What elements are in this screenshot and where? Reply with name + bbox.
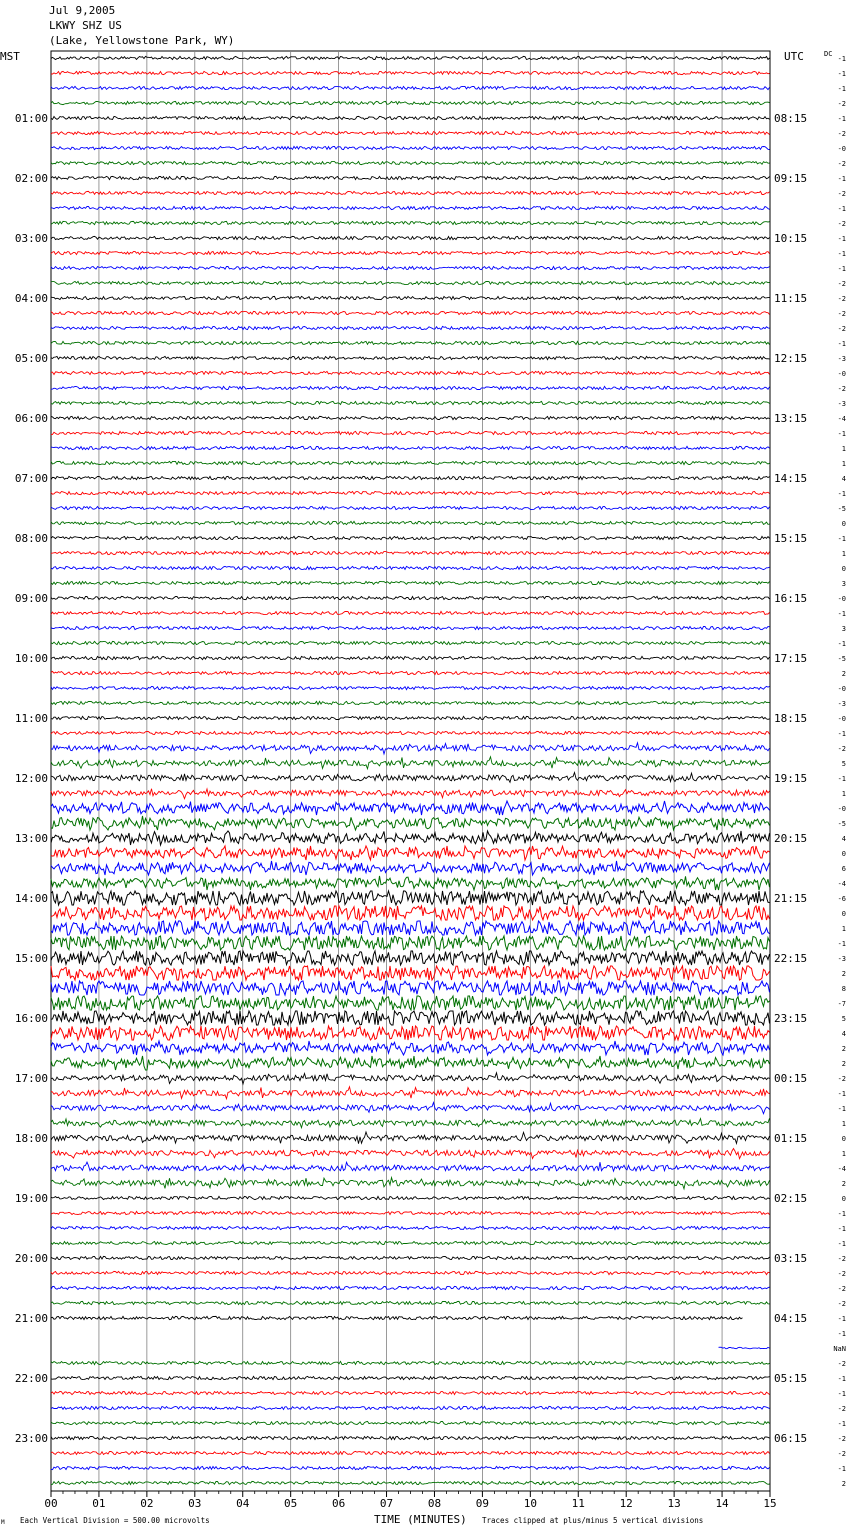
trace-line [51,936,770,950]
hour-label-right: 13:15 [774,412,808,425]
trace-line [51,1466,770,1469]
dc-offset-label: -1 [837,1240,846,1248]
dc-offset-label: -4 [837,1165,846,1173]
x-tick-label: 01 [92,1497,106,1510]
axis-label-group [15,55,846,1510]
dc-offset-label: -1 [837,250,846,258]
hour-label-left: 02:00 [14,172,48,185]
dc-offset-label: 4 [841,475,846,483]
trace-line [51,476,770,479]
dc-offset-label: -1 [837,610,846,618]
x-tick-label: 08 [427,1497,442,1510]
hour-label-left: 21:00 [14,1312,48,1325]
dc-offset-label: -2 [837,130,846,138]
dc-offset-label: -0 [837,805,846,813]
trace-line [51,611,770,614]
corner-mark: M [1,1519,5,1526]
dc-offset-label: -2 [837,295,846,303]
dc-offset-label: -2 [837,745,846,753]
x-tick-label: 00 [44,1497,58,1510]
hour-label-right: 23:15 [774,1012,808,1025]
dc-offset-label: 0 [841,850,846,858]
trace-line [51,1103,770,1114]
x-tick-label: 12 [619,1497,633,1510]
x-tick-label: 09 [475,1497,490,1510]
trace-line [51,731,770,734]
dc-offset-label: -2 [837,1075,846,1083]
trace-line [51,1436,770,1439]
hour-label-right: 18:15 [774,712,808,725]
dc-offset-label: -1 [837,1390,846,1398]
trace-line [51,789,770,799]
dc-column-label: DC [824,50,833,58]
dc-offset-label: -3 [837,355,846,363]
x-axis-title: TIME (MINUTES) [374,1513,467,1526]
hour-label-right: 20:15 [774,832,808,845]
dc-offset-label: -0 [837,685,846,693]
dc-offset-label: -2 [837,310,846,318]
trace-line [51,801,770,815]
trace-line [51,56,770,59]
dc-offset-label: -3 [837,700,846,708]
dc-offset-label: -5 [837,655,846,663]
dc-offset-label: -1 [837,940,846,948]
trace-line [51,176,770,179]
dc-offset-label: 1 [841,925,846,933]
trace-line [51,236,770,239]
trace-line [51,71,770,74]
trace-line [51,1011,770,1025]
hour-label-left: 20:00 [14,1252,48,1265]
trace-line [51,966,770,980]
dc-offset-label: -1 [837,205,846,213]
dc-offset-label: -1 [837,1420,846,1428]
hour-label-right: 15:15 [774,532,808,545]
x-tick-label: 13 [667,1497,681,1510]
hour-label-left: 16:00 [14,1012,48,1025]
trace-line [51,251,770,254]
hour-label-right: 06:15 [774,1432,808,1445]
x-tick-label: 06 [331,1497,346,1510]
hour-label-right: 00:15 [774,1072,808,1085]
trace-line [51,1226,770,1229]
x-tick-label: 02 [140,1497,154,1510]
dc-offset-label: -1 [837,265,846,273]
dc-offset-label: 5 [841,1015,846,1023]
dc-offset-label: -5 [837,820,846,828]
dc-offset-label: 0 [841,1195,846,1203]
trace-line [51,626,770,629]
trace-line [51,951,770,965]
trace-line [51,566,770,569]
dc-offset-label: -2 [837,325,846,333]
hour-label-right: 11:15 [774,292,808,305]
trace-line [51,1406,770,1409]
hour-label-left: 06:00 [14,412,48,425]
trace-line [51,221,770,224]
hour-label-right: 02:15 [774,1192,808,1205]
hour-label-right: 17:15 [774,652,808,665]
hour-label-left: 19:00 [14,1192,48,1205]
trace-group [51,56,770,1484]
dc-offset-label: -2 [837,100,846,108]
dc-offset-label: 2 [841,1060,846,1068]
dc-offset-label: -5 [837,505,846,513]
dc-offset-label: 0 [841,910,846,918]
dc-offset-label: -3 [837,400,846,408]
hour-label-left: 01:00 [14,112,48,125]
trace-line [51,206,770,209]
trace-line [51,506,770,509]
hour-label-right: 22:15 [774,952,808,965]
hour-label-left: 07:00 [14,472,48,485]
trace-line [51,1481,770,1484]
trace-line [51,356,770,359]
trace-line [51,921,770,935]
dc-offset-label: 4 [841,835,846,843]
dc-offset-label: 2 [841,970,846,978]
dc-offset-label: -2 [837,1450,846,1458]
hour-label-left: 08:00 [14,532,48,545]
trace-line [51,1421,770,1424]
x-tick-label: 14 [715,1497,729,1510]
hour-label-left: 23:00 [14,1432,48,1445]
dc-offset-label: -4 [837,880,846,888]
left-timezone-label: MST [0,50,20,63]
dc-offset-label: -2 [837,1255,846,1263]
dc-offset-label: 0 [841,565,846,573]
trace-line [51,281,770,284]
dc-offset-label: -2 [837,385,846,393]
hour-label-right: 16:15 [774,592,808,605]
dc-offset-label: -1 [837,85,846,93]
trace-line [51,743,770,754]
trace-line [51,266,770,269]
trace-line [51,656,770,659]
dc-offset-label: -2 [837,1270,846,1278]
hour-label-left: 09:00 [14,592,48,605]
hour-label-right: 21:15 [774,892,808,905]
trace-line [51,773,770,783]
dc-offset-label: -1 [837,535,846,543]
trace-line [51,551,770,554]
dc-offset-label: 1 [841,790,846,798]
dc-offset-label: 1 [841,445,846,453]
dc-offset-label: 6 [841,865,846,873]
hour-label-left: 17:00 [14,1072,48,1085]
trace-line [51,581,770,584]
dc-offset-label: -1 [837,235,846,243]
dc-offset-label: -1 [837,640,846,648]
trace-line [51,416,770,419]
hour-label-left: 13:00 [14,832,48,845]
dc-offset-label: -1 [837,490,846,498]
trace-line [51,116,770,119]
dc-offset-label: 5 [841,760,846,768]
dc-offset-label: 3 [841,580,846,588]
dc-offset-label: 0 [841,520,846,528]
dc-offset-label: -4 [837,415,846,423]
hour-label-right: 08:15 [774,112,808,125]
trace-line [51,716,770,719]
x-tick-label: 15 [763,1497,777,1510]
trace-line [51,461,770,464]
hour-label-left: 10:00 [14,652,48,665]
hour-label-right: 04:15 [774,1312,808,1325]
hour-label-right: 19:15 [774,772,808,785]
dc-offset-label: -0 [837,145,846,153]
dc-offset-label: 0 [841,1135,846,1143]
hour-label-right: 10:15 [774,232,808,245]
hour-label-right: 05:15 [774,1372,808,1385]
trace-line [51,1301,770,1304]
plot-date: Jul 9,2005 [49,4,116,17]
dc-offset-label: -1 [837,1330,846,1338]
dc-offset-label: 1 [841,550,846,558]
trace-line [51,1178,770,1189]
trace-line [51,1361,770,1364]
trace-line [51,671,770,674]
dc-offset-label: 2 [841,670,846,678]
trace-line [51,1149,770,1159]
x-tick-label: 10 [523,1497,537,1510]
station-location: (Lake, Yellowstone Park, WY) [49,34,235,47]
hour-label-right: 09:15 [774,172,808,185]
trace-line [51,1196,770,1199]
trace-line [51,846,770,860]
trace-line [51,1376,770,1379]
dc-offset-label: -1 [837,1375,846,1383]
hour-label-left: 11:00 [14,712,48,725]
trace-line [51,311,770,314]
trace-line [51,1451,770,1454]
trace-line [51,161,770,164]
dc-offset-label: 2 [841,1045,846,1053]
dc-offset-label: 2 [841,1480,846,1488]
trace-line [51,641,770,644]
hour-label-right: 14:15 [774,472,808,485]
dc-offset-label: 1 [841,1120,846,1128]
dc-offset-label: -1 [837,1225,846,1233]
dc-offset-label: NaN [833,1345,846,1353]
dc-offset-label: 1 [841,460,846,468]
dc-offset-label: -1 [837,1210,846,1218]
trace-line [51,296,770,299]
hour-label-left: 18:00 [14,1132,48,1145]
dc-offset-label: 4 [841,1030,846,1038]
dc-offset-label: -2 [837,160,846,168]
dc-offset-label: 8 [841,985,846,993]
hour-label-left: 22:00 [14,1372,48,1385]
x-tick-label: 07 [379,1497,394,1510]
trace-line [51,326,770,329]
dc-offset-label: -1 [837,730,846,738]
station-code: LKWY SHZ US [49,19,122,32]
dc-offset-label: 1 [841,1150,846,1158]
dc-offset-label: -1 [837,430,846,438]
dc-offset-label: -1 [837,55,846,63]
trace-line [51,446,770,449]
dc-offset-label: -2 [837,1285,846,1293]
trace-line [51,1056,770,1070]
dc-offset-label: -3 [837,955,846,963]
trace-line [51,1316,743,1319]
trace-line [51,876,770,890]
scale-note: Each Vertical Division = 500.00 microvolts [20,1516,210,1525]
trace-line [51,1041,770,1055]
trace-line [51,816,770,830]
trace-line [51,536,770,539]
dc-offset-label: -1 [837,340,846,348]
hour-label-right: 03:15 [774,1252,808,1265]
trace-line [51,131,770,134]
trace-line [51,981,770,995]
trace-line [51,1286,770,1289]
hour-label-left: 14:00 [14,892,48,905]
trace-line [51,521,770,524]
x-tick-label: 04 [236,1497,250,1510]
dc-offset-label: -2 [837,1405,846,1413]
trace-line [51,1271,770,1274]
trace-line [51,831,770,845]
trace-line [51,1391,770,1394]
hour-label-left: 03:00 [14,232,48,245]
trace-line [51,996,770,1010]
trace-line [51,491,770,494]
hour-label-left: 05:00 [14,352,48,365]
hour-label-right: 01:15 [774,1132,808,1145]
trace-line [51,1073,770,1084]
trace-line [51,1087,770,1099]
trace-line [51,861,770,875]
dc-offset-label: -0 [837,595,846,603]
dc-offset-label: -1 [837,1465,846,1473]
dc-offset-label: -1 [837,70,846,78]
trace-line [51,401,770,404]
trace-line [51,701,770,704]
right-timezone-label: UTC [784,50,804,63]
x-tick-label: 03 [188,1497,202,1510]
dc-offset-label: 2 [841,1180,846,1188]
dc-offset-label: -2 [837,220,846,228]
x-tick-label: 05 [284,1497,298,1510]
dc-offset-label: 3 [841,625,846,633]
dc-offset-label: -1 [837,115,846,123]
clip-note: Traces clipped at plus/minus 5 vertical divisions [482,1516,704,1525]
hour-label-left: 12:00 [14,772,48,785]
trace-line [719,1347,770,1349]
trace-line [51,1118,770,1127]
trace-line [51,1211,770,1214]
dc-offset-label: -2 [837,280,846,288]
hour-label-right: 12:15 [774,352,808,365]
x-tick-label: 11 [571,1497,585,1510]
trace-line [51,431,770,434]
trace-line [51,596,770,599]
dc-offset-label: -7 [837,1000,846,1008]
trace-line [51,1026,770,1040]
trace-line [51,757,770,769]
trace-line [51,146,770,149]
dc-offset-label: -1 [837,775,846,783]
trace-line [51,1256,770,1259]
dc-offset-label: -2 [837,1360,846,1368]
dc-offset-label: -1 [837,1090,846,1098]
trace-line [51,371,770,374]
trace-line [51,101,770,104]
trace-line [51,191,770,194]
trace-line [51,1162,770,1171]
trace-line [51,386,770,389]
dc-offset-label: -2 [837,1435,846,1443]
dc-offset-label: -2 [837,190,846,198]
hour-label-left: 04:00 [14,292,48,305]
hour-label-left: 15:00 [14,952,48,965]
trace-line [51,906,770,920]
dc-offset-label: -1 [837,175,846,183]
trace-line [51,1241,770,1244]
dc-offset-label: -6 [837,895,846,903]
dc-offset-label: -1 [837,1315,846,1323]
trace-line [51,686,770,689]
dc-offset-label: -0 [837,715,846,723]
dc-offset-label: -1 [837,1105,846,1113]
dc-offset-label: -0 [837,370,846,378]
dc-offset-label: -2 [837,1300,846,1308]
trace-line [51,86,770,89]
trace-line [51,891,770,905]
trace-line [51,341,770,344]
trace-line [51,1132,770,1144]
